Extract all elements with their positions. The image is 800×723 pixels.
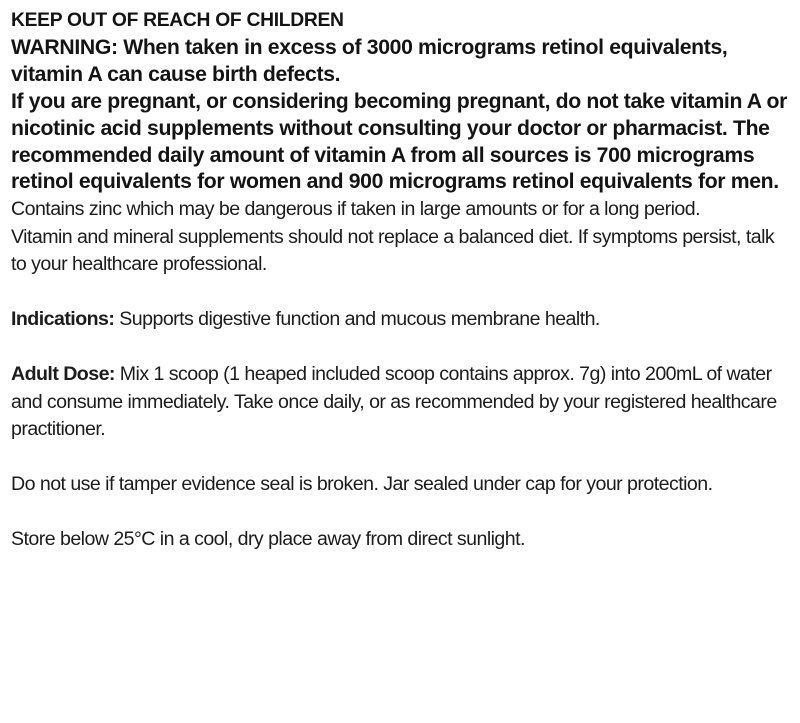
spacer	[11, 279, 793, 307]
supplement-notice: Vitamin and mineral supplements should not replace a balanced diet. If symptoms persist, talk to your healthcare professional.	[11, 225, 775, 276]
zinc-notice: Contains zinc which may be dangerous if taken in large amounts or for a long period.	[11, 198, 700, 221]
pregnancy-warning: If you are pregnant, or considering becoming pregnant, do not take vitamin A or nicotinic acid supplements without consulting your doctor or pharmacist. The recommended daily amount of vitamin A from all sources is 700 micrograms retinol equivalents for women and 900 micrograms retinol equivalents for men.	[11, 89, 787, 194]
storage-instructions: Store below 25°C in a cool, dry place away from direct sunlight.	[11, 528, 525, 551]
indications-label: Indications:	[11, 308, 115, 331]
adult-dose-text: Mix 1 scoop (1 heaped included scoop contains approx. 7g) into 200mL of water and consume immediately. Take once daily, or as recommended by your registered healthcare practitioner.	[11, 363, 777, 441]
product-label-text	[11, 8, 793, 554]
adult-dose-paragraph	[11, 361, 793, 444]
spacer	[11, 499, 793, 527]
indications-text: Supports digestive function and mucous membrane health.	[114, 308, 600, 331]
children-warning-heading: KEEP OUT OF REACH OF CHILDREN	[11, 10, 344, 31]
warning-section	[11, 8, 793, 196]
indications-paragraph	[11, 306, 793, 334]
spacer	[11, 444, 793, 472]
spacer	[11, 334, 793, 362]
adult-dose-label: Adult Dose:	[11, 363, 115, 386]
notice-section	[11, 196, 793, 554]
tamper-seal-notice: Do not use if tamper evidence seal is broken. Jar sealed under cap for your protection.	[11, 473, 713, 496]
birth-defects-warning: WARNING: When taken in excess of 3000 micrograms retinol equivalents, vitamin A can cause birth defects.	[11, 35, 728, 86]
